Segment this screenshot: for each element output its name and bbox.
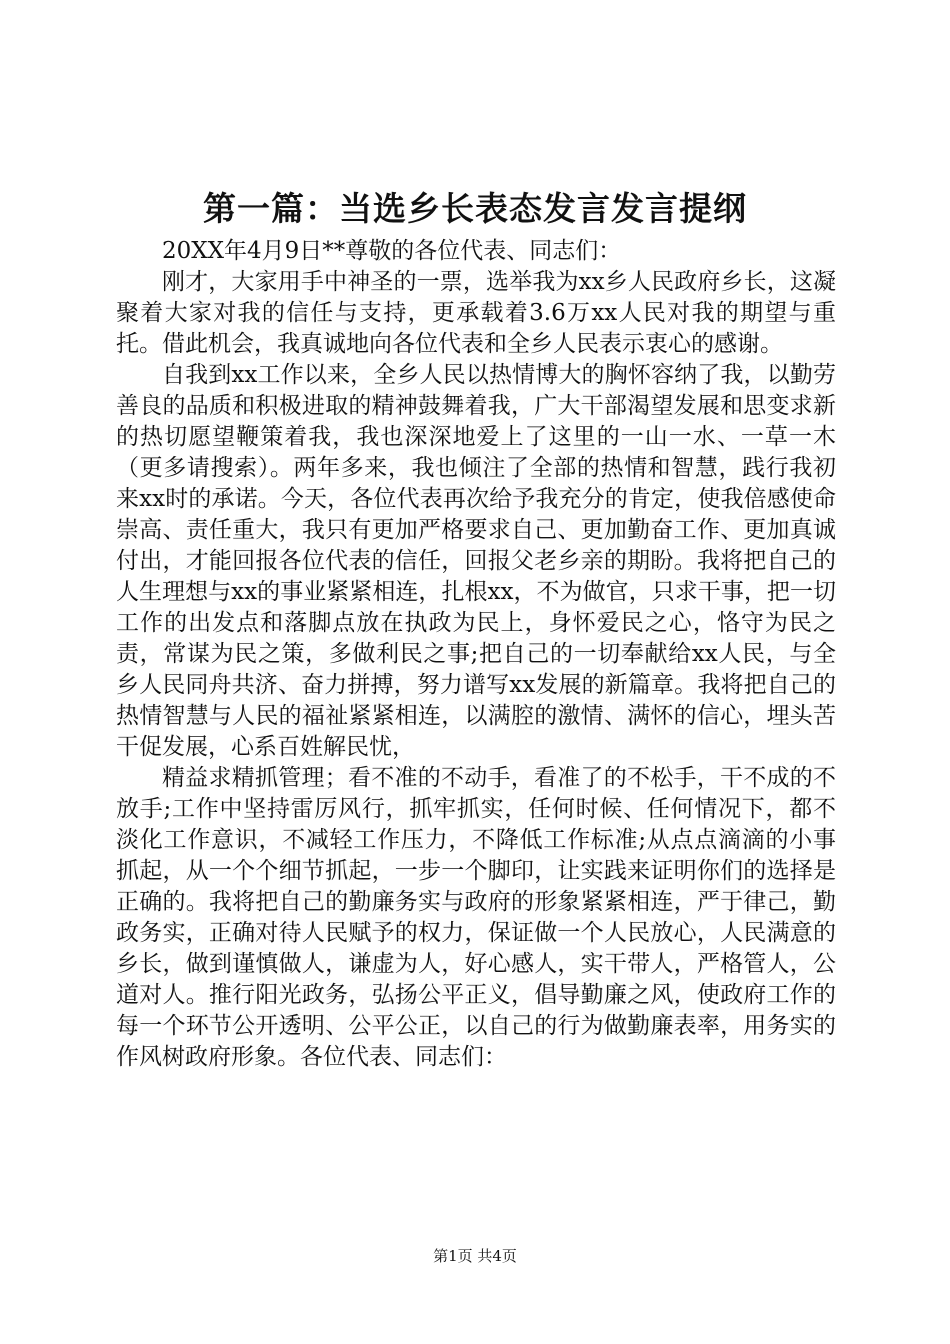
paragraph-thanks: 刚才，大家用手中神圣的一票，选举我为xx乡人民政府乡长，这凝聚着大家对我的信任与支持，更承载着3.6万xx人民对我的期望与重托。借此机会，我真诚地向各位代表和全乡人民表示衷心的感谢。	[116, 269, 836, 357]
paragraph-commitment: 自我到xx工作以来，全乡人民以热情博大的胸怀容纳了我，以勤劳善良的品质和积极进取的精神鼓舞着我，广大干部渴望发展和思变求新的热切愿望鞭策着我，我也深深地爱上了这里的一山一水、一草一木（更多请搜索）。两年多来，我也倾注了全部的热情和智慧，践行我初来xx时的承诺。今天，各位代表再次给予我充分的肯定，使我倍感使命崇高、责任重大，我只有更加严格要求自己、更加勤奋工作、更加真诚付出，才能回报各位代表的信任，回报父老乡亲的期盼。我将把自己的人生理想与xx的事业紧紧相连，扎根xx，不为做官，只求干事，把一切工作的出发点和落脚点放在执政为民上，身怀爱民之心，恪守为民之责，常谋为民之策，多做利民之事;把自己的一切奉献给xx人民，与全乡人民同舟共济、奋力拼搏，努力谱写xx发展的新篇章。我将把自己的热情智慧与人民的福祉紧紧相连，以满腔的激情、满怀的信心，埋头苦干促发展，心系百姓解民忧，	[116, 362, 836, 760]
document-body	[116, 236, 836, 1073]
paragraph-management: 精益求精抓管理；看不准的不动手，看准了的不松手，干不成的不放手;工作中坚持雷厉风行，抓牢抓实，任何时候、任何情况下，都不淡化工作意识，不减轻工作压力，不降低工作标准;从点点滴滴的小事抓起，从一个个细节抓起，一步一个脚印，让实践来证明你们的选择是正确的。我将把自己的勤廉务实与政府的形象紧紧相连，严于律己，勤政务实，正确对待人民赋予的权力，保证做一个人民放心，人民满意的乡长，做到谨慎做人，谦虚为人，好心感人，实干带人，严格管人，公道对人。推行阳光政务，弘扬公平正义，倡导勤廉之风，使政府工作的每一个环节公开透明、公平公正，以自己的行为做勤廉表率，用务实的作风树政府形象。各位代表、同志们：	[116, 765, 836, 1070]
page-number: 第1页 共4页	[433, 1247, 517, 1265]
paragraph-greeting: 20XX年4月9日**尊敬的各位代表、同志们：	[162, 238, 622, 264]
page-title: 第一篇：当选乡长表态发言发言提纲	[203, 189, 747, 228]
